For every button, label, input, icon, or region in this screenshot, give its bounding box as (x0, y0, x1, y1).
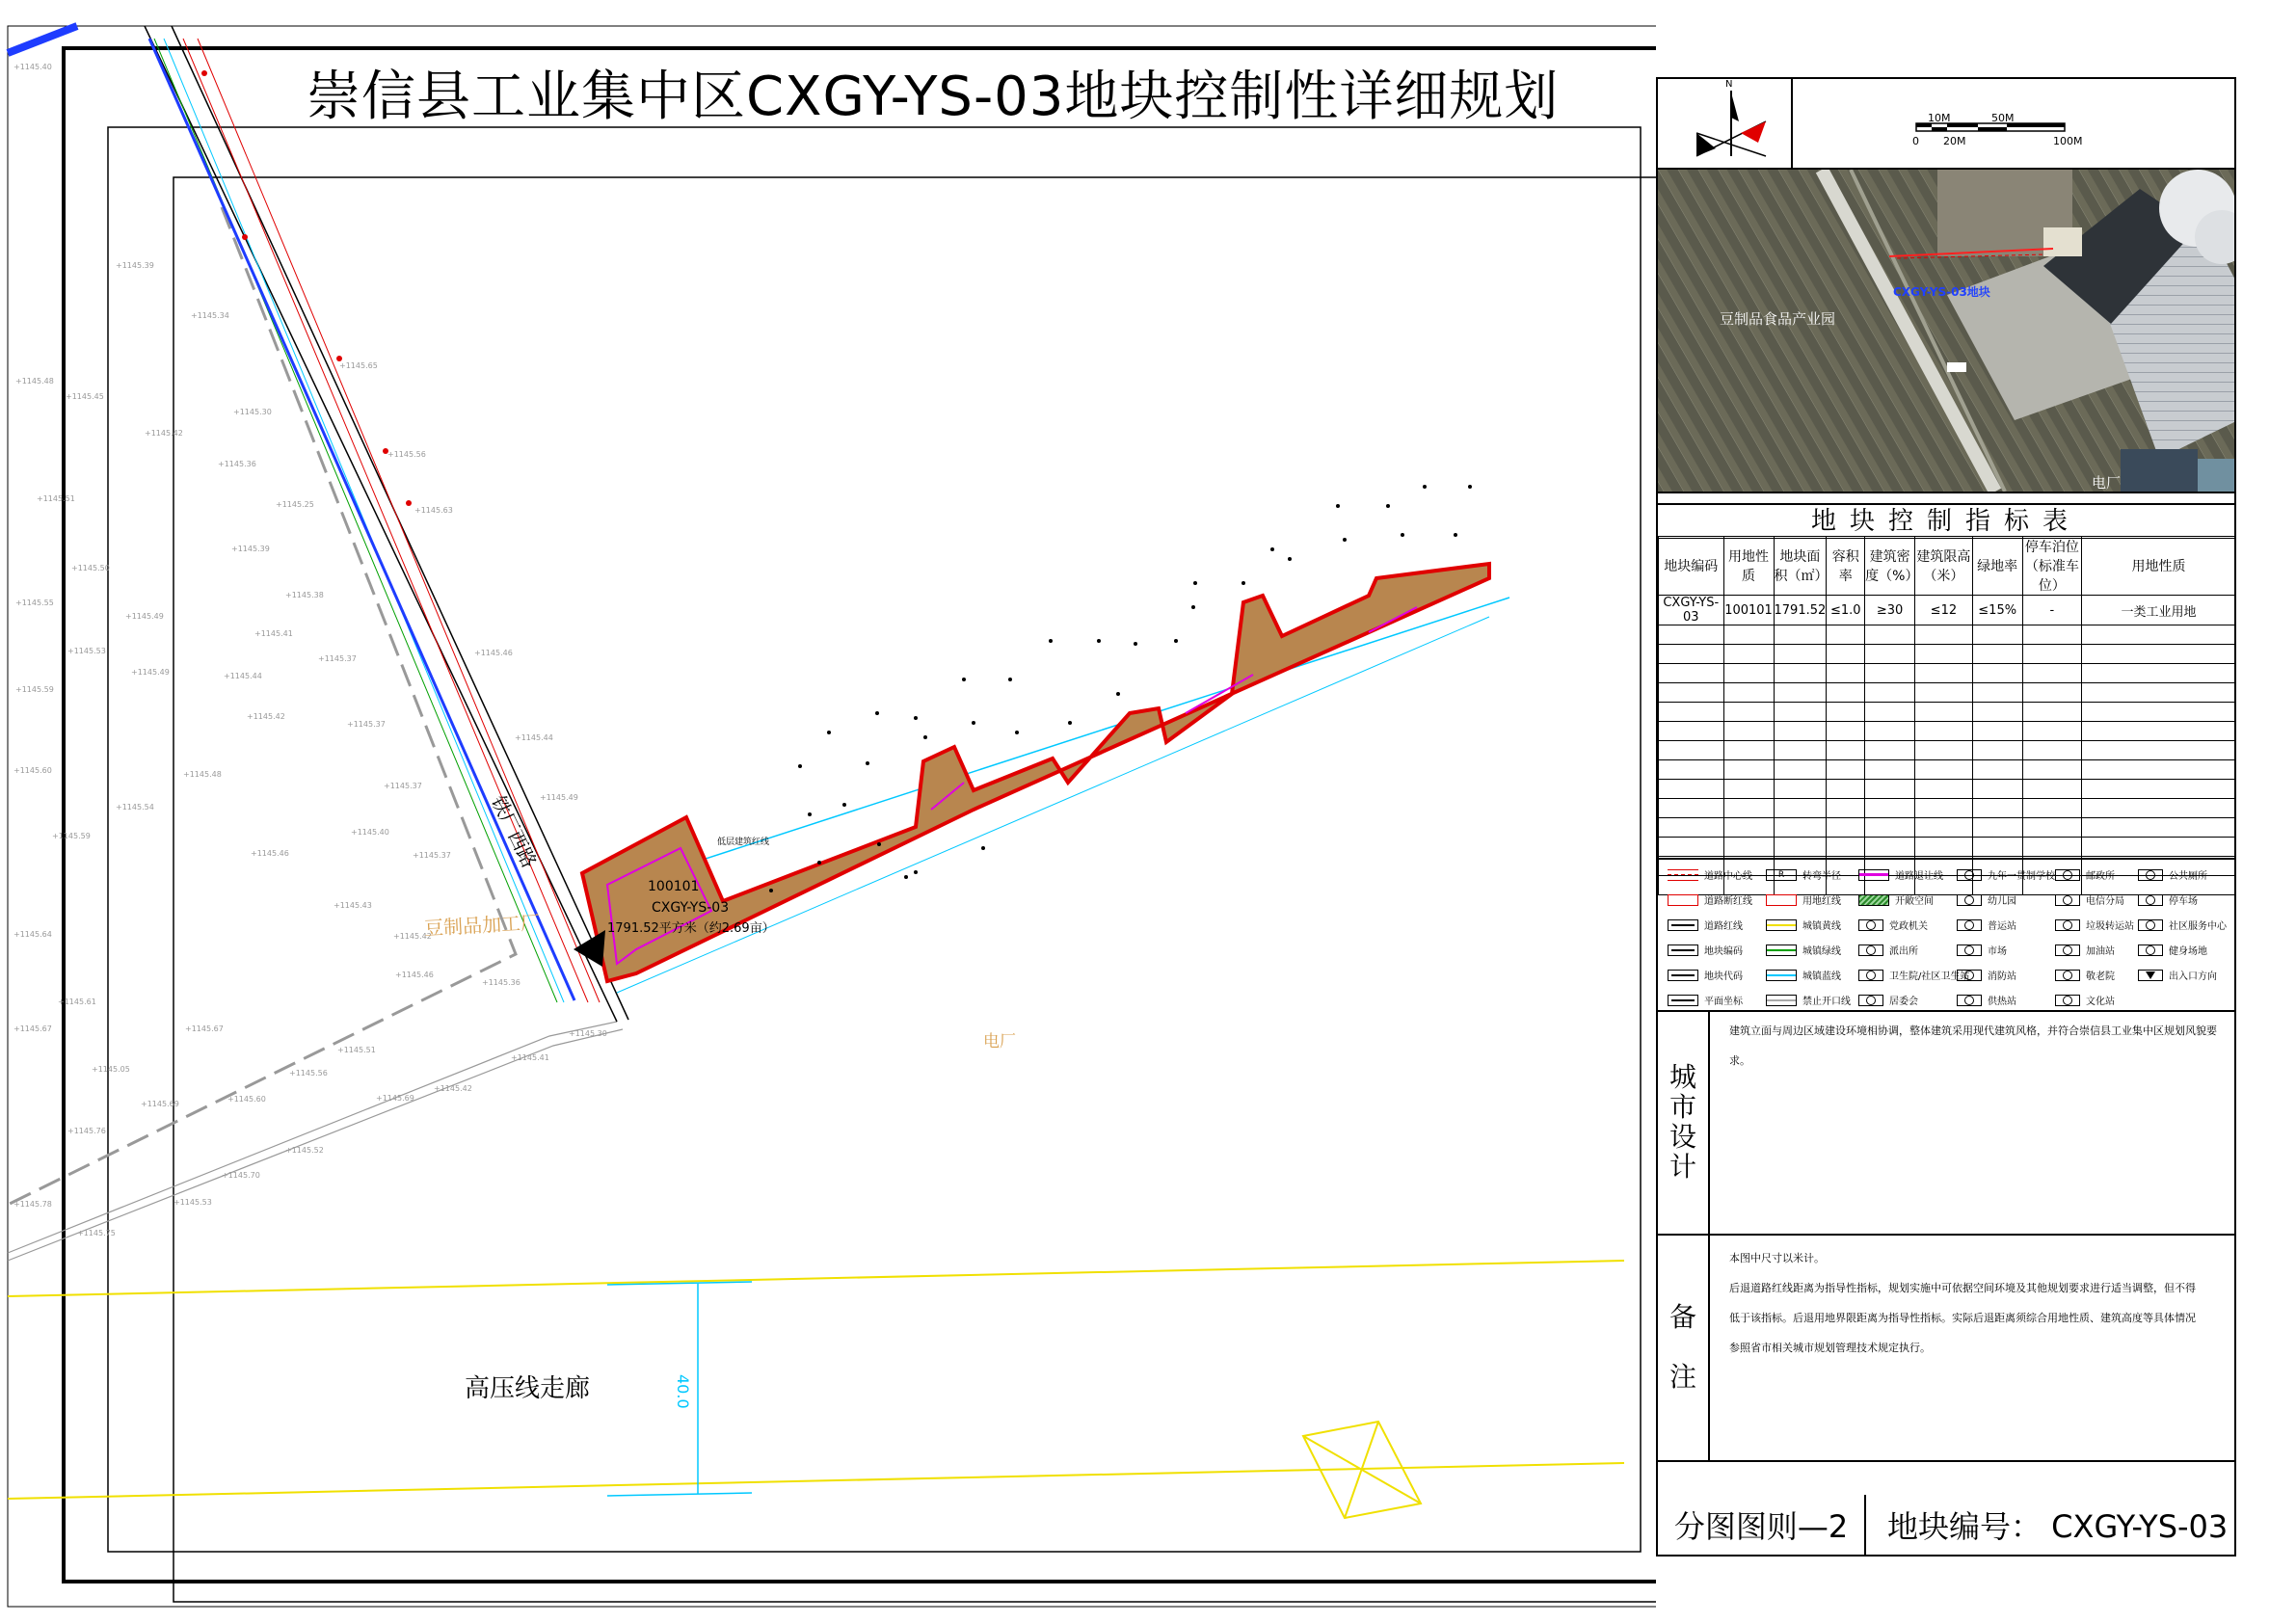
legend-label: 供热站 (1988, 997, 2016, 1007)
svg-text:+1145.44: +1145.44 (515, 733, 553, 742)
legend-label: 九年一贯制学校 (1988, 871, 2055, 882)
legend-item (1766, 968, 1841, 982)
table-row (1659, 625, 2236, 645)
cell-density: ≥30 (1865, 596, 1915, 625)
svg-text:+1145.46: +1145.46 (395, 971, 434, 979)
legend-label: 道路红线 (1704, 921, 1743, 932)
notes-section (1658, 1236, 2234, 1462)
svg-text:+1145.37: +1145.37 (384, 782, 422, 790)
legend-symbol-icon: R (1766, 869, 1797, 881)
legend-label: 加油站 (2086, 946, 2115, 957)
col-parking: 停车泊位（标准车位） (2022, 537, 2082, 596)
legend-item (1668, 943, 1743, 957)
svg-text:+1145.70: +1145.70 (222, 1171, 260, 1180)
legend-item (2055, 943, 2115, 957)
note-line: 本图中尺寸以米计。 (1729, 1252, 1825, 1264)
legend-item (2055, 867, 2115, 882)
control-index-table (1658, 536, 2236, 895)
scale-label-10m: 10M (1928, 112, 1951, 124)
legend-label: 道路中心线 (1704, 871, 1752, 882)
svg-text:+1145.67: +1145.67 (185, 1024, 224, 1033)
legend-item (1858, 968, 1969, 982)
svg-text:+1145.42: +1145.42 (247, 712, 285, 721)
legend-symbol-icon (1668, 995, 1698, 1006)
legend-symbol-icon (2055, 970, 2080, 981)
col-density: 建筑密度（%） (1865, 537, 1915, 596)
note-line: 参照省市相关城市规划管理技术规定执行。 (1729, 1342, 1931, 1354)
legend-item (1957, 918, 2016, 932)
svg-text:+1145.56: +1145.56 (289, 1069, 328, 1078)
svg-text:+1145.41: +1145.41 (511, 1053, 549, 1062)
map-frame-outer (108, 127, 1641, 1552)
notes-text (1729, 1243, 2196, 1363)
col-green: 绿地率 (1972, 537, 2022, 596)
svg-text:+1145.37: +1145.37 (413, 851, 451, 860)
legend-symbol-icon (1957, 869, 1982, 881)
legend-symbol-icon (1858, 995, 1883, 1006)
legend-symbol-icon (1957, 970, 1982, 981)
table-row (1659, 818, 2236, 838)
svg-text:+1145.48: +1145.48 (15, 377, 54, 386)
svg-text:+1145.67: +1145.67 (13, 1024, 52, 1033)
legend-item (1957, 993, 2016, 1007)
legend-label: 开敞空间 (1895, 896, 1934, 907)
aerial-label-lot: CXGY-YS-03地块 (1893, 285, 1990, 299)
legend-label: 城镇蓝线 (1802, 971, 1841, 982)
corridor-width-label: 40.0 (674, 1374, 692, 1409)
legend-item (1858, 943, 1918, 957)
col-lot-code: 地块编码 (1659, 537, 1724, 596)
table-row (1659, 838, 2236, 857)
svg-text:+1145.39: +1145.39 (231, 545, 270, 553)
col-land-nature: 用地性质 (2082, 537, 2236, 596)
svg-text:+1145.42: +1145.42 (145, 429, 183, 438)
cell-area: 1791.52 (1774, 596, 1827, 625)
legend-symbol-icon (1766, 945, 1797, 956)
svg-text:+1145.49: +1145.49 (125, 612, 164, 621)
legend-label: 普运站 (1988, 921, 2016, 932)
cell-far: ≤1.0 (1827, 596, 1865, 625)
legend-symbol-icon (1668, 919, 1698, 931)
aerial-image (1658, 170, 2234, 493)
legend-label: 垃圾转运站 (2086, 921, 2134, 932)
sheet-number: 分图图则—2 (1658, 1495, 1866, 1555)
svg-text:+1145.45: +1145.45 (66, 392, 104, 401)
legend-item (2138, 943, 2207, 957)
gray-road-2 (8, 1029, 623, 1261)
legend-symbol-icon (1668, 869, 1698, 881)
svg-text:+1145.42: +1145.42 (434, 1084, 472, 1093)
legend-symbol-icon (1766, 995, 1797, 1006)
col-area: 地块面积（㎡） (1774, 537, 1827, 596)
legend-item (1957, 892, 2016, 907)
urban-design-text: 建筑立面与周边区域建设环境相协调，整体建筑采用现代建筑风格，并符合崇信县工业集中区规划风貌要求。 (1729, 1024, 2217, 1067)
legend-item (1858, 892, 1934, 907)
legend-label: 幼儿园 (1988, 896, 2016, 907)
hv-line-top (8, 1261, 1624, 1296)
legend-label: 用地红线 (1802, 896, 1841, 907)
svg-text:+1145.46: +1145.46 (474, 649, 513, 657)
svg-text:+1145.38: +1145.38 (285, 591, 324, 599)
legend-symbol-icon (1858, 919, 1883, 931)
control-table-title: 地块控制指标表 (1658, 503, 2234, 539)
legend-item (1858, 867, 1943, 882)
legend-symbol-icon (2138, 919, 2163, 931)
legend-label: 卫生院/社区卫生站 (1889, 971, 1970, 982)
col-land-use: 用地性质 (1723, 537, 1774, 596)
svg-text:+1145.34: +1145.34 (191, 311, 229, 320)
svg-text:+1145.56: +1145.56 (387, 450, 426, 459)
legend-symbol-icon (1766, 970, 1797, 981)
svg-text:+1145.61: +1145.61 (58, 998, 96, 1006)
table-row (1659, 780, 2236, 799)
svg-text:+1145.51: +1145.51 (37, 494, 75, 503)
road-edge-1 (145, 26, 617, 1022)
note-line: 低于该指标。后退用地界限距离为指导性指标。实际后退距离须综合用地性质、建筑高度等具体情况 (1729, 1312, 2196, 1324)
svg-text:+1145.76: +1145.76 (67, 1127, 106, 1135)
cell-land-use: 100101 (1723, 596, 1774, 625)
cell-land-nature: 一类工业用地 (2082, 596, 2236, 625)
svg-text:+1145.60: +1145.60 (227, 1095, 266, 1104)
legend-label: 健身场地 (2169, 946, 2207, 957)
aerial-label-plant: 电厂 (2092, 474, 2122, 492)
svg-text:+1145.75: +1145.75 (77, 1229, 116, 1237)
legend-label: 出入口方向 (2169, 971, 2217, 982)
legend (1658, 858, 2234, 1012)
legend-label: 文化站 (2086, 997, 2115, 1007)
cell-height: ≤12 (1915, 596, 1973, 625)
table-row (1659, 664, 2236, 683)
survey-red-points (201, 70, 412, 506)
svg-text:+1145.25: +1145.25 (276, 500, 314, 509)
legend-symbol-icon (1766, 894, 1797, 906)
outer-sheet-border (8, 26, 1656, 1607)
svg-text:+1145.69: +1145.69 (376, 1094, 414, 1103)
legend-item (2055, 918, 2134, 932)
table-row (1659, 645, 2236, 664)
info-panel (1656, 77, 2236, 1556)
svg-text:+1145.43: +1145.43 (334, 901, 372, 910)
factory-label: 豆制品加工厂 (423, 910, 541, 941)
legend-symbol-icon (1957, 919, 1982, 931)
legend-symbol-icon (2055, 869, 2080, 881)
svg-text:+1145.59: +1145.59 (52, 832, 91, 840)
drawing-frame (64, 48, 1656, 1582)
legend-label: 城镇黄线 (1802, 921, 1841, 932)
legend-symbol-icon (1858, 894, 1889, 906)
legend-item (1766, 918, 1841, 932)
legend-item (2138, 867, 2207, 882)
hv-corridor-label: 高压线走廊 (465, 1374, 591, 1403)
svg-text:+1145.49: +1145.49 (131, 668, 170, 677)
table-row (1659, 799, 2236, 818)
lot-code-label: 100101 (648, 879, 700, 894)
legend-label: 邮政所 (2086, 871, 2115, 882)
sheet-footer (1658, 1495, 2234, 1555)
map-frame-inner (174, 177, 1656, 1602)
legend-item (1766, 892, 1841, 907)
notes-label: 备 注 (1658, 1236, 1710, 1460)
svg-text:+1145.78: +1145.78 (13, 1200, 52, 1209)
svg-text:+1145.55: +1145.55 (15, 599, 54, 607)
building-line-label: 低层建筑红线 (717, 838, 770, 847)
scale-label-0: 0 (1912, 135, 1919, 147)
legend-symbol-icon (1858, 970, 1883, 981)
legend-label: 道路断红线 (1704, 896, 1752, 907)
svg-text:+1145.54: +1145.54 (116, 803, 154, 812)
svg-text:+1145.63: +1145.63 (414, 506, 453, 515)
svg-text:+1145.42: +1145.42 (393, 932, 432, 941)
legend-label: 停车场 (2169, 896, 2198, 907)
scale-label-100m: 100M (2053, 135, 2083, 147)
legend-symbol-icon (2138, 869, 2163, 881)
scale-label-20m: 20M (1943, 135, 1966, 147)
svg-text:+1145.41: +1145.41 (254, 629, 293, 638)
legend-symbol-icon (2138, 894, 2163, 906)
urban-design-section (1658, 1012, 2234, 1236)
power-plant-label: 电厂 (983, 1032, 1016, 1051)
cell-lot-code: CXGY-YS-03 (1659, 596, 1724, 625)
hv-tower-symbol (1303, 1422, 1421, 1518)
legend-item (1668, 892, 1752, 907)
legend-label: 公共厕所 (2169, 871, 2207, 882)
note-line: 后退道路红线距离为指导性指标，规划实施中可依据空间环境及其他规划要求进行适当调整，但不得 (1729, 1282, 2196, 1294)
legend-item (2138, 892, 2198, 907)
legend-symbol-icon (2055, 894, 2080, 906)
table-row (1659, 683, 2236, 703)
legend-item (1957, 943, 2007, 957)
legend-label: 敬老院 (2086, 971, 2115, 982)
legend-symbol-icon (2138, 970, 2163, 981)
table-row (1659, 760, 2236, 780)
lot-id-label: CXGY-YS-03 (652, 900, 730, 916)
table-row (1659, 741, 2236, 760)
scale-bar (1793, 79, 2234, 170)
col-far: 容积率 (1827, 537, 1865, 596)
svg-text:+1145.64: +1145.64 (13, 930, 52, 939)
lot-number: 地块编号： CXGY-YS-03 (1887, 1508, 2229, 1545)
legend-symbol-icon (1957, 945, 1982, 956)
legend-label: 市场 (1988, 946, 2007, 957)
legend-label: 居委会 (1889, 997, 1918, 1007)
svg-text:+1145.36: +1145.36 (218, 460, 256, 468)
legend-symbol-icon (2055, 995, 2080, 1006)
legend-symbol-icon (1668, 945, 1698, 956)
legend-symbol-icon (2055, 945, 2080, 956)
table-row (1659, 722, 2236, 741)
elevation-labels (13, 63, 607, 1237)
svg-text:+1145.30: +1145.30 (569, 1029, 607, 1038)
lot-area-label: 1791.52平方米（约2.69亩） (607, 921, 775, 936)
legend-symbol-icon (1957, 894, 1982, 906)
road-name-label: 铁厂西路 (486, 791, 542, 872)
scale-label-50m: 50M (1991, 112, 2015, 124)
table-header-row (1659, 537, 2236, 596)
legend-label: 转弯半径 (1802, 871, 1841, 882)
legend-symbol-icon (1858, 869, 1889, 881)
table-row (1659, 703, 2236, 722)
road-blue (149, 39, 574, 1000)
legend-symbol-icon (2055, 919, 2080, 931)
svg-text:+1145.40: +1145.40 (351, 828, 389, 837)
legend-item (1668, 993, 1743, 1007)
aerial-label-park: 豆制品食品产业园 (1720, 310, 1836, 328)
svg-text:+1145.36: +1145.36 (482, 978, 521, 987)
cell-parking: - (2022, 596, 2082, 625)
legend-item (1957, 968, 2016, 982)
legend-item (2055, 993, 2115, 1007)
legend-label: 派出所 (1889, 946, 1918, 957)
survey-points (769, 485, 1472, 892)
legend-item (1957, 867, 2055, 882)
legend-symbol-icon (1668, 970, 1698, 981)
legend-label: 社区服务中心 (2169, 921, 2227, 932)
col-height: 建筑限高（米） (1915, 537, 1973, 596)
legend-item (1668, 918, 1743, 932)
svg-text:+1145.30: +1145.30 (233, 408, 272, 416)
svg-text:+1145.60: +1145.60 (13, 766, 52, 775)
legend-item (1766, 867, 1841, 882)
legend-item (1858, 993, 1918, 1007)
svg-text:+1145.37: +1145.37 (318, 654, 357, 663)
svg-text:+1145.59: +1145.59 (15, 685, 54, 694)
svg-text:+1145.44: +1145.44 (224, 672, 262, 680)
legend-item (2138, 918, 2227, 932)
legend-item (1668, 867, 1752, 882)
north-label: N (1725, 79, 1733, 90)
legend-item (2055, 892, 2124, 907)
legend-symbol-icon (1668, 894, 1698, 906)
urban-design-label: 城 市 设 计 (1658, 1012, 1710, 1234)
legend-label: 平面坐标 (1704, 997, 1743, 1007)
svg-text:+1145.52: +1145.52 (285, 1146, 324, 1155)
legend-label: 电信分局 (2086, 896, 2124, 907)
svg-text:+1145.05: +1145.05 (92, 1065, 130, 1074)
table-row (1659, 596, 2236, 625)
svg-text:+1145.37: +1145.37 (347, 720, 386, 729)
svg-text:+1145.65: +1145.65 (339, 361, 378, 370)
svg-text:+1145.53: +1145.53 (174, 1198, 212, 1207)
legend-item (1858, 918, 1928, 932)
svg-text:+1145.50: +1145.50 (71, 564, 110, 572)
legend-item (1766, 993, 1851, 1007)
svg-text:+1145.39: +1145.39 (116, 261, 154, 270)
legend-symbol-icon (1957, 995, 1982, 1006)
page-title: 崇信县工业集中区CXGY-YS-03地块控制性详细规划 (307, 66, 1560, 128)
svg-text:+1145.69: +1145.69 (141, 1100, 179, 1108)
legend-item (2138, 968, 2217, 982)
svg-text:+1145.40: +1145.40 (13, 63, 52, 71)
svg-text:+1145.51: +1145.51 (337, 1046, 376, 1054)
legend-symbol-icon (2138, 945, 2163, 956)
legend-symbol-icon (1858, 945, 1883, 956)
legend-label: 道路退让线 (1895, 871, 1943, 882)
compass-box (1658, 79, 1793, 170)
cell-green: ≤15% (1972, 596, 2022, 625)
legend-label: 地块代码 (1704, 971, 1743, 982)
svg-text:+1145.53: +1145.53 (67, 647, 106, 655)
legend-item (2055, 968, 2115, 982)
legend-label: 党政机关 (1889, 921, 1928, 932)
legend-symbol-icon (1766, 919, 1797, 931)
legend-item (1668, 968, 1743, 982)
lot-setback-line (617, 617, 1489, 993)
svg-text:+1145.46: +1145.46 (251, 849, 289, 858)
svg-text:+1145.48: +1145.48 (183, 770, 222, 779)
legend-label: 城镇绿线 (1802, 946, 1841, 957)
legend-label: 禁止开口线 (1802, 997, 1851, 1007)
legend-label: 地块编码 (1704, 946, 1743, 957)
legend-item (1766, 943, 1841, 957)
factory-boundary (8, 207, 516, 1205)
svg-text:+1145.49: +1145.49 (540, 793, 578, 802)
legend-label: 消防站 (1988, 971, 2016, 982)
